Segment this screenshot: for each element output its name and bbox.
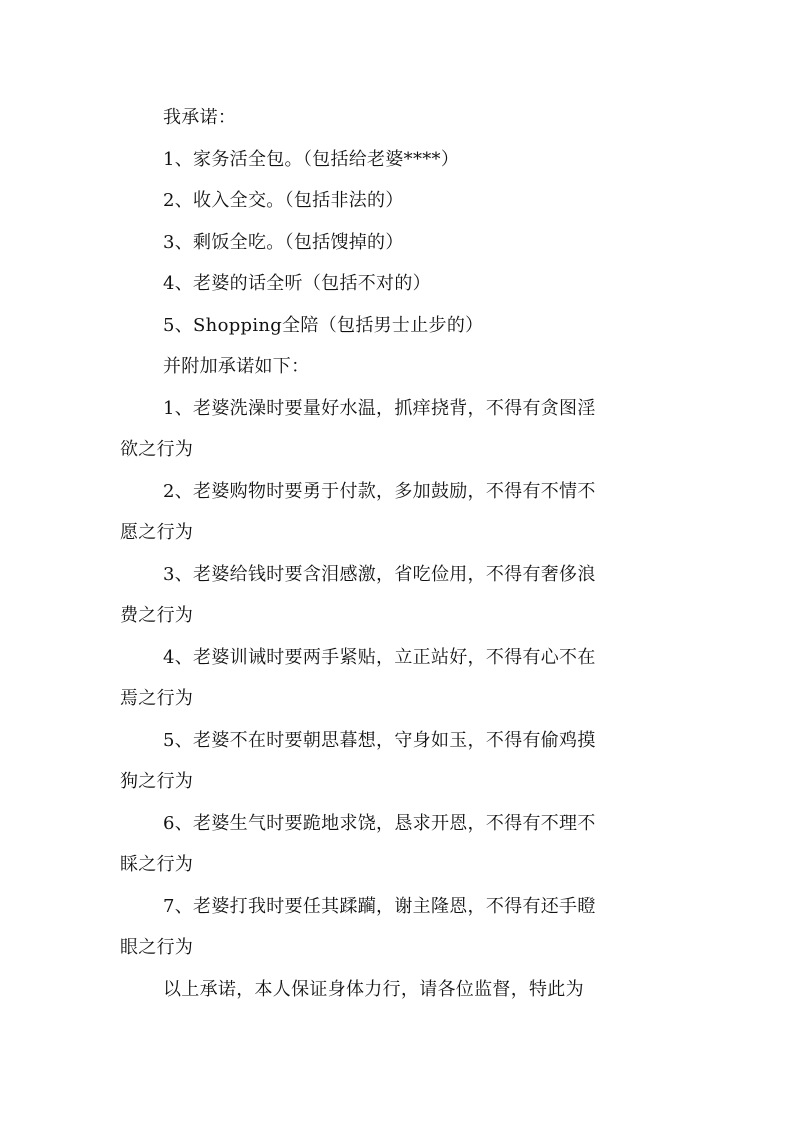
additional-item-4-line1: 4、老婆训诫时要两手紧贴，立正站好，不得有心不在 — [163, 647, 596, 668]
additional-item-2-line1: 2、老婆购物时要勇于付款，多加鼓励，不得有不情不 — [163, 481, 596, 502]
additional-item-1-line2: 欲之行为 — [120, 439, 194, 460]
additional-item-4-line2: 焉之行为 — [120, 688, 194, 709]
additional-item-7-line1: 7、老婆打我时要任其蹂躏，谢主隆恩，不得有还手瞪 — [163, 896, 596, 917]
additional-item-6-line1: 6、老婆生气时要跪地求饶，恳求开恩，不得有不理不 — [163, 813, 596, 834]
closing-statement: 以上承诺，本人保证身体力行，请各位监督，特此为 — [163, 979, 584, 1000]
promise-item-3: 3、剩饭全吃。（包括馊掉的） — [163, 232, 404, 253]
promise-item-2: 2、收入全交。（包括非法的） — [163, 190, 404, 211]
promise-item-4: 4、老婆的话全听（包括不对的） — [163, 273, 431, 294]
additional-item-3-line2: 费之行为 — [120, 605, 194, 626]
additional-item-1-line1: 1、老婆洗澡时要量好水温，抓痒挠背，不得有贪图淫 — [163, 398, 596, 419]
additional-intro: 并附加承诺如下： — [163, 356, 310, 377]
intro-heading: 我承诺： — [163, 107, 237, 128]
additional-item-7-line2: 眼之行为 — [120, 937, 194, 958]
additional-item-2-line2: 愿之行为 — [120, 522, 194, 543]
promise-item-1: 1、家务活全包。（包括给老婆****） — [163, 149, 460, 170]
promise-item-5: 5、Shopping全陪（包括男士止步的） — [163, 315, 484, 336]
additional-item-5-line1: 5、老婆不在时要朝思暮想，守身如玉，不得有偷鸡摸 — [163, 730, 596, 751]
additional-item-6-line2: 睬之行为 — [120, 854, 194, 875]
additional-item-5-line2: 狗之行为 — [120, 771, 194, 792]
additional-item-3-line1: 3、老婆给钱时要含泪感激，省吃俭用，不得有奢侈浪 — [163, 564, 596, 585]
